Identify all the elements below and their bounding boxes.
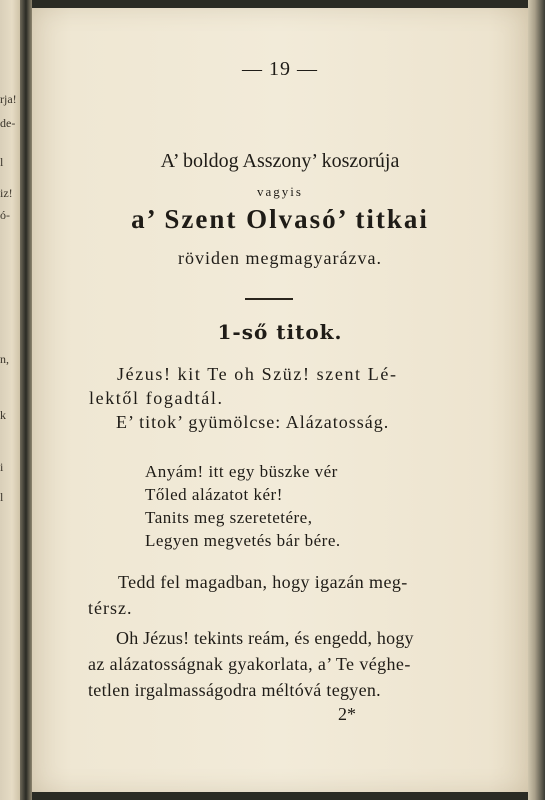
facing-page-edge	[0, 0, 20, 800]
mystery-line: lektől fogadtál.	[89, 388, 224, 408]
facing-page-fragment: ó-	[0, 208, 10, 222]
book-gutter	[20, 0, 32, 800]
verse-line: Tanits meg szeretetére,	[145, 508, 313, 527]
mystery-fruit-line: E’ titok’ gyümölcse: Alázatosság.	[116, 412, 390, 432]
page-edge	[528, 0, 545, 800]
facing-page-fragment: k	[0, 408, 6, 422]
chapter-title-connector: vagyis	[257, 184, 303, 199]
facing-page-fragment: n,	[0, 352, 9, 366]
prayer-line: Oh Jézus! tekints reám, és engedd, hogy	[116, 628, 414, 648]
facing-page-fragment: de-	[0, 116, 16, 130]
chapter-subtitle: röviden megmagyarázva.	[178, 248, 382, 268]
facing-page-fragment: iz!	[0, 186, 13, 200]
facing-page-fragment: rja!	[0, 92, 17, 106]
section-heading: 1-ső titok.	[217, 320, 343, 344]
signature-mark: 2*	[338, 704, 356, 724]
chapter-title: A’ boldog Asszony’ koszorúja	[160, 150, 400, 172]
facing-page-fragment: i	[0, 460, 4, 474]
page-number: — 19 —	[242, 58, 318, 80]
divider-rule	[245, 298, 293, 300]
verse-line: Legyen megvetés bár bére.	[145, 531, 341, 550]
facing-page-fragment: l	[0, 490, 4, 504]
prayer-line: Tedd fel magadban, hogy igazán meg-	[118, 572, 408, 592]
prayer-line: tetlen irgalmasságodra méltóvá tegyen.	[88, 680, 381, 700]
mystery-line: Jézus! kit Te oh Szüz! szent Lé-	[117, 364, 398, 384]
book-page	[32, 8, 528, 792]
prayer-line: térsz.	[88, 598, 133, 618]
prayer-line: az alázatosságnak gyakorlata, a’ Te véghe-	[88, 654, 411, 674]
verse-line: Anyám! itt egy büszke vér	[145, 462, 338, 481]
facing-page-fragment: l	[0, 155, 4, 169]
chapter-title-main: a’ Szent Olvasó’ titkai	[131, 204, 429, 234]
verse-line: Tőled alázatot kér!	[145, 485, 283, 504]
